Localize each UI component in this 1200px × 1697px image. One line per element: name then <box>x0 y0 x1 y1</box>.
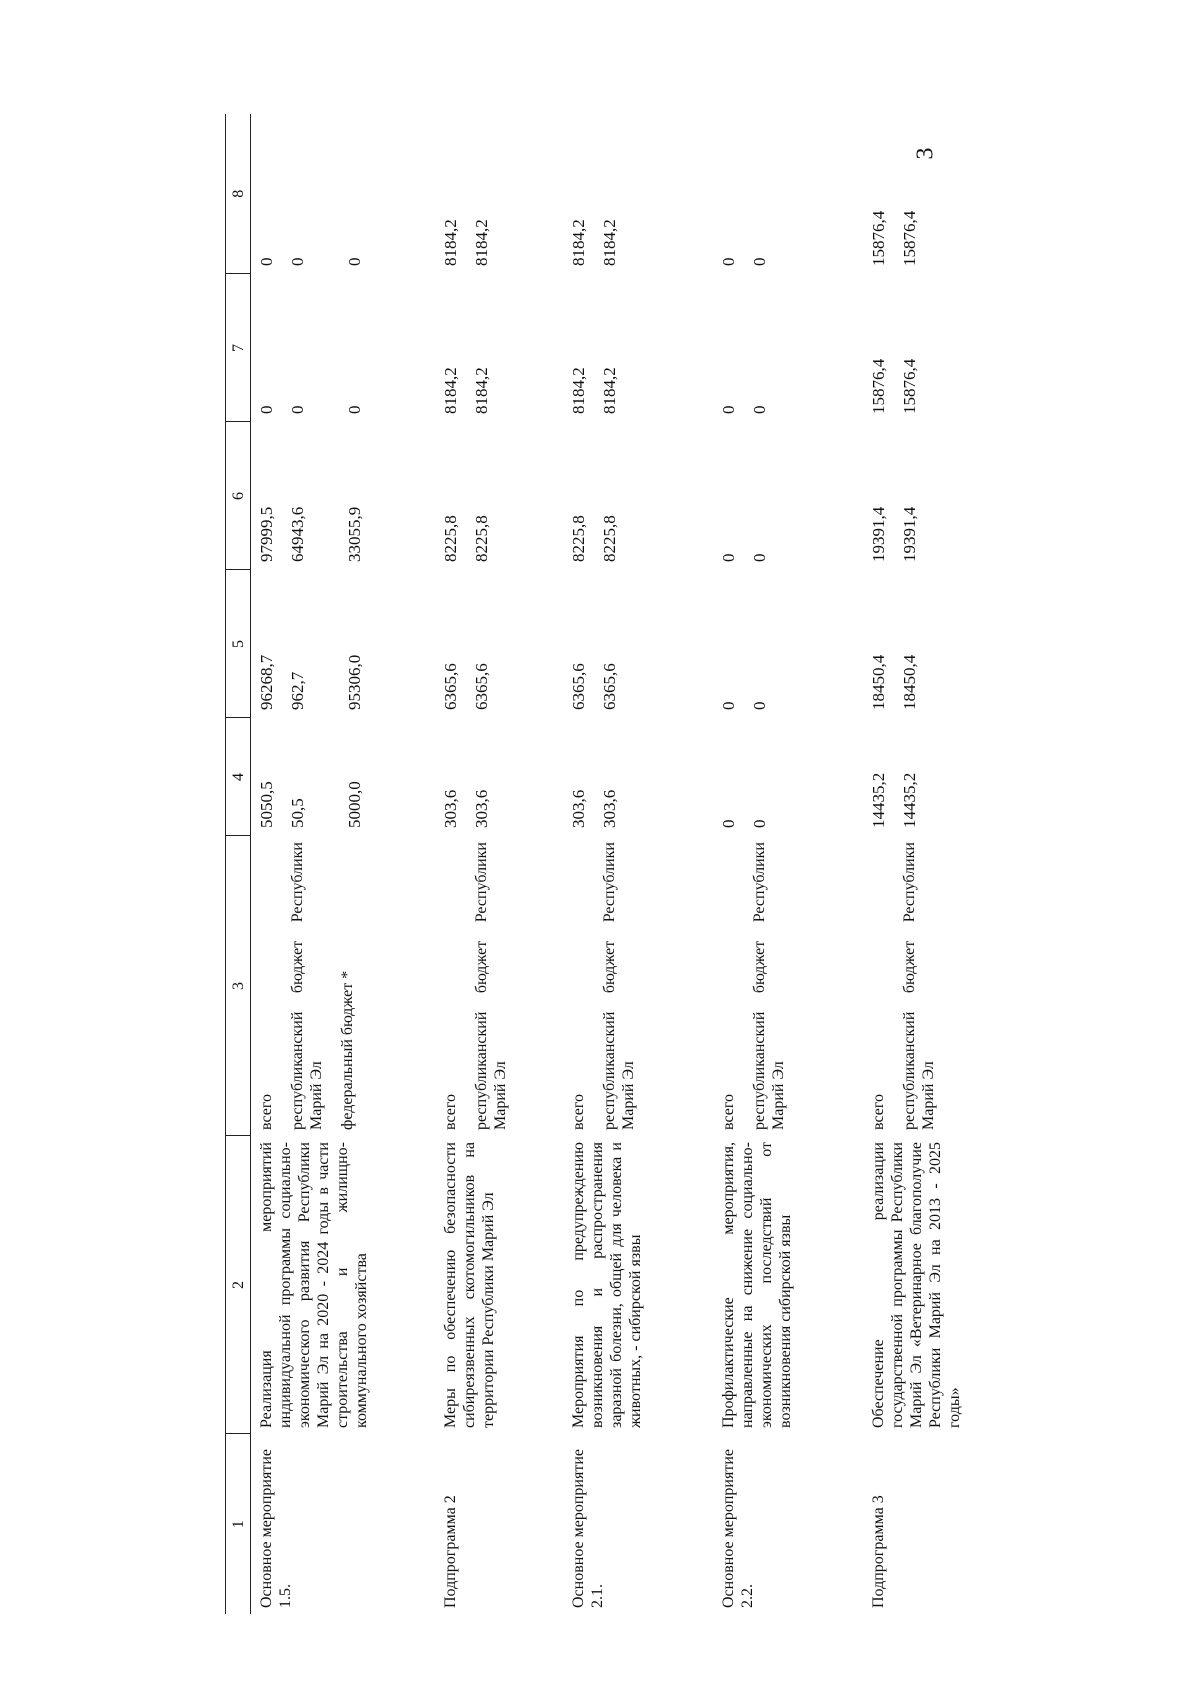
value-col-5 <box>251 570 435 718</box>
value-col-4 <box>435 718 563 836</box>
source-label: всего <box>441 1093 459 1130</box>
value-cell: 8184,2 <box>440 219 460 266</box>
value-cell: 18450,4 <box>868 654 888 710</box>
value-cell: 6365,6 <box>440 663 460 710</box>
value-cell: 8225,8 <box>568 515 588 562</box>
value-col-4 <box>713 718 863 836</box>
source-labels <box>251 836 435 1136</box>
value-cell: 8184,2 <box>568 219 588 266</box>
value-cell: 8225,8 <box>440 515 460 562</box>
value-cell: 0 <box>749 553 769 562</box>
source-label: всего <box>569 1093 587 1130</box>
row-description: Меры по обеспечению безопасности сибиреязвенных скотомогильников на территории Республики Марий Эл <box>441 1142 497 1428</box>
value-col-8 <box>251 114 435 274</box>
row-name: Подпрограмма 2 <box>441 1495 459 1608</box>
value-col-7 <box>251 274 435 422</box>
value-cell: 0 <box>718 405 738 414</box>
value-cell: 8184,2 <box>568 367 588 414</box>
value-col-6 <box>863 422 973 570</box>
source-label: республиканский бюджет Республики Марий Эл <box>289 842 325 1130</box>
value-cell: 5000,0 <box>345 781 364 828</box>
value-cell: 64943,6 <box>288 506 307 562</box>
value-cell: 15876,4 <box>899 358 919 414</box>
value-cell: 0 <box>718 257 738 266</box>
value-col-5 <box>863 570 973 718</box>
value-cell: 0 <box>749 257 769 266</box>
source-labels <box>435 836 563 1136</box>
value-col-6 <box>251 422 435 570</box>
value-cell: 8225,8 <box>471 515 491 562</box>
source-labels <box>563 836 713 1136</box>
value-col-4 <box>863 718 973 836</box>
source-label: федеральный бюджет * <box>339 970 356 1130</box>
header-col-4: 4 <box>226 718 251 836</box>
value-cell: 19391,4 <box>868 506 888 562</box>
value-col-6 <box>563 422 713 570</box>
value-col-7 <box>863 274 973 422</box>
row-description: Обеспечение реализации государственной программы Республики Марий Эл «Ветеринарное благополучие Республики Марий Эл на 2013 - 2025 годы» <box>869 1142 963 1428</box>
source-label: республиканский бюджет Республики Марий Эл <box>600 842 637 1130</box>
source-label: всего <box>258 1093 275 1130</box>
value-cell: 8184,2 <box>599 219 619 266</box>
value-cell: 15876,4 <box>899 210 919 266</box>
budget-table <box>225 114 973 1614</box>
value-cell: 5050,5 <box>257 781 276 828</box>
value-col-7 <box>563 274 713 422</box>
value-cell: 33055,9 <box>345 506 364 562</box>
value-col-8 <box>713 114 863 274</box>
value-col-7 <box>713 274 863 422</box>
value-cell: 19391,4 <box>899 506 919 562</box>
value-cell: 303,6 <box>471 789 491 828</box>
value-col-5 <box>435 570 563 718</box>
value-cell: 0 <box>718 553 738 562</box>
header-col-1: 1 <box>226 1434 251 1614</box>
value-cell: 0 <box>288 257 307 266</box>
value-cell: 303,6 <box>568 789 588 828</box>
value-cell: 95306,0 <box>345 654 364 710</box>
value-col-6 <box>713 422 863 570</box>
header-col-5: 5 <box>226 570 251 718</box>
source-label: республиканский бюджет Республики Марий Эл <box>472 842 509 1130</box>
value-cell: 0 <box>257 257 276 266</box>
source-labels <box>713 836 863 1136</box>
row-name: Основное мероприятие 2.2. <box>719 1449 756 1608</box>
row-description: Реализация мероприятий индивидуальной программы социально-экономического развития Республики Марий Эл на 2020 - 2024 годы в части строительства и жилищно-коммунального хозяйства <box>258 1142 370 1428</box>
value-col-8 <box>563 114 713 274</box>
value-cell: 8184,2 <box>440 367 460 414</box>
value-col-7 <box>435 274 563 422</box>
value-cell: 18450,4 <box>899 654 919 710</box>
table-row <box>863 114 973 1614</box>
value-cell: 0 <box>749 819 769 828</box>
value-cell: 15876,4 <box>868 210 888 266</box>
value-cell: 0 <box>288 405 307 414</box>
row-name: Основное мероприятие 1.5. <box>258 1449 294 1608</box>
value-cell: 0 <box>345 257 364 266</box>
value-cell: 0 <box>718 819 738 828</box>
row-description: Профилактические мероприятия, направленные на снижение социально-экономических последствий от возникновения сибирской язвы <box>719 1142 794 1428</box>
header-col-6: 6 <box>226 422 251 570</box>
value-cell: 962,7 <box>288 671 307 710</box>
row-description: Мероприятия по предупреждению возникновения и распространения заразной болезни, общей для человека и животных, - сибирской язвы <box>569 1142 644 1428</box>
value-cell: 15876,4 <box>868 358 888 414</box>
table-row <box>713 114 863 1614</box>
header-row <box>226 114 251 1614</box>
value-col-6 <box>435 422 563 570</box>
value-cell: 8184,2 <box>599 367 619 414</box>
value-cell: 8225,8 <box>599 515 619 562</box>
header-col-8: 8 <box>226 114 251 274</box>
value-col-8 <box>863 114 973 274</box>
value-cell: 0 <box>257 405 276 414</box>
value-cell: 50,5 <box>288 798 307 828</box>
source-label: всего <box>719 1093 737 1130</box>
value-cell: 6365,6 <box>471 663 491 710</box>
source-labels <box>863 836 973 1136</box>
value-col-4 <box>251 718 435 836</box>
value-cell: 0 <box>718 701 738 710</box>
value-cell: 97999,5 <box>257 506 276 562</box>
row-name: Подпрограмма 3 <box>869 1495 887 1608</box>
value-cell: 0 <box>345 405 364 414</box>
source-label: республиканский бюджет Республики Марий Эл <box>900 842 937 1130</box>
value-cell: 14435,2 <box>868 772 888 828</box>
value-col-8 <box>435 114 563 274</box>
header-col-3: 3 <box>226 836 251 1136</box>
table-row <box>251 114 435 1614</box>
value-col-5 <box>563 570 713 718</box>
source-label: республиканский бюджет Республики Марий Эл <box>750 842 787 1130</box>
value-cell: 303,6 <box>440 789 460 828</box>
value-cell: 6365,6 <box>599 663 619 710</box>
value-cell: 0 <box>749 405 769 414</box>
row-name: Основное мероприятие 2.1. <box>569 1449 606 1608</box>
value-cell: 303,6 <box>599 789 619 828</box>
value-cell: 8184,2 <box>471 367 491 414</box>
value-cell: 14435,2 <box>899 772 919 828</box>
table-row <box>563 114 713 1614</box>
value-cell: 0 <box>749 701 769 710</box>
budget-table-rotated <box>225 114 965 1614</box>
value-col-5 <box>713 570 863 718</box>
header-col-7: 7 <box>226 274 251 422</box>
value-cell: 96268,7 <box>257 654 276 710</box>
value-cell: 8184,2 <box>471 219 491 266</box>
header-col-2: 2 <box>226 1136 251 1434</box>
source-label: всего <box>869 1093 887 1130</box>
value-cell: 6365,6 <box>568 663 588 710</box>
value-col-4 <box>563 718 713 836</box>
page-number: 3 <box>912 147 939 160</box>
table-row <box>435 114 563 1614</box>
